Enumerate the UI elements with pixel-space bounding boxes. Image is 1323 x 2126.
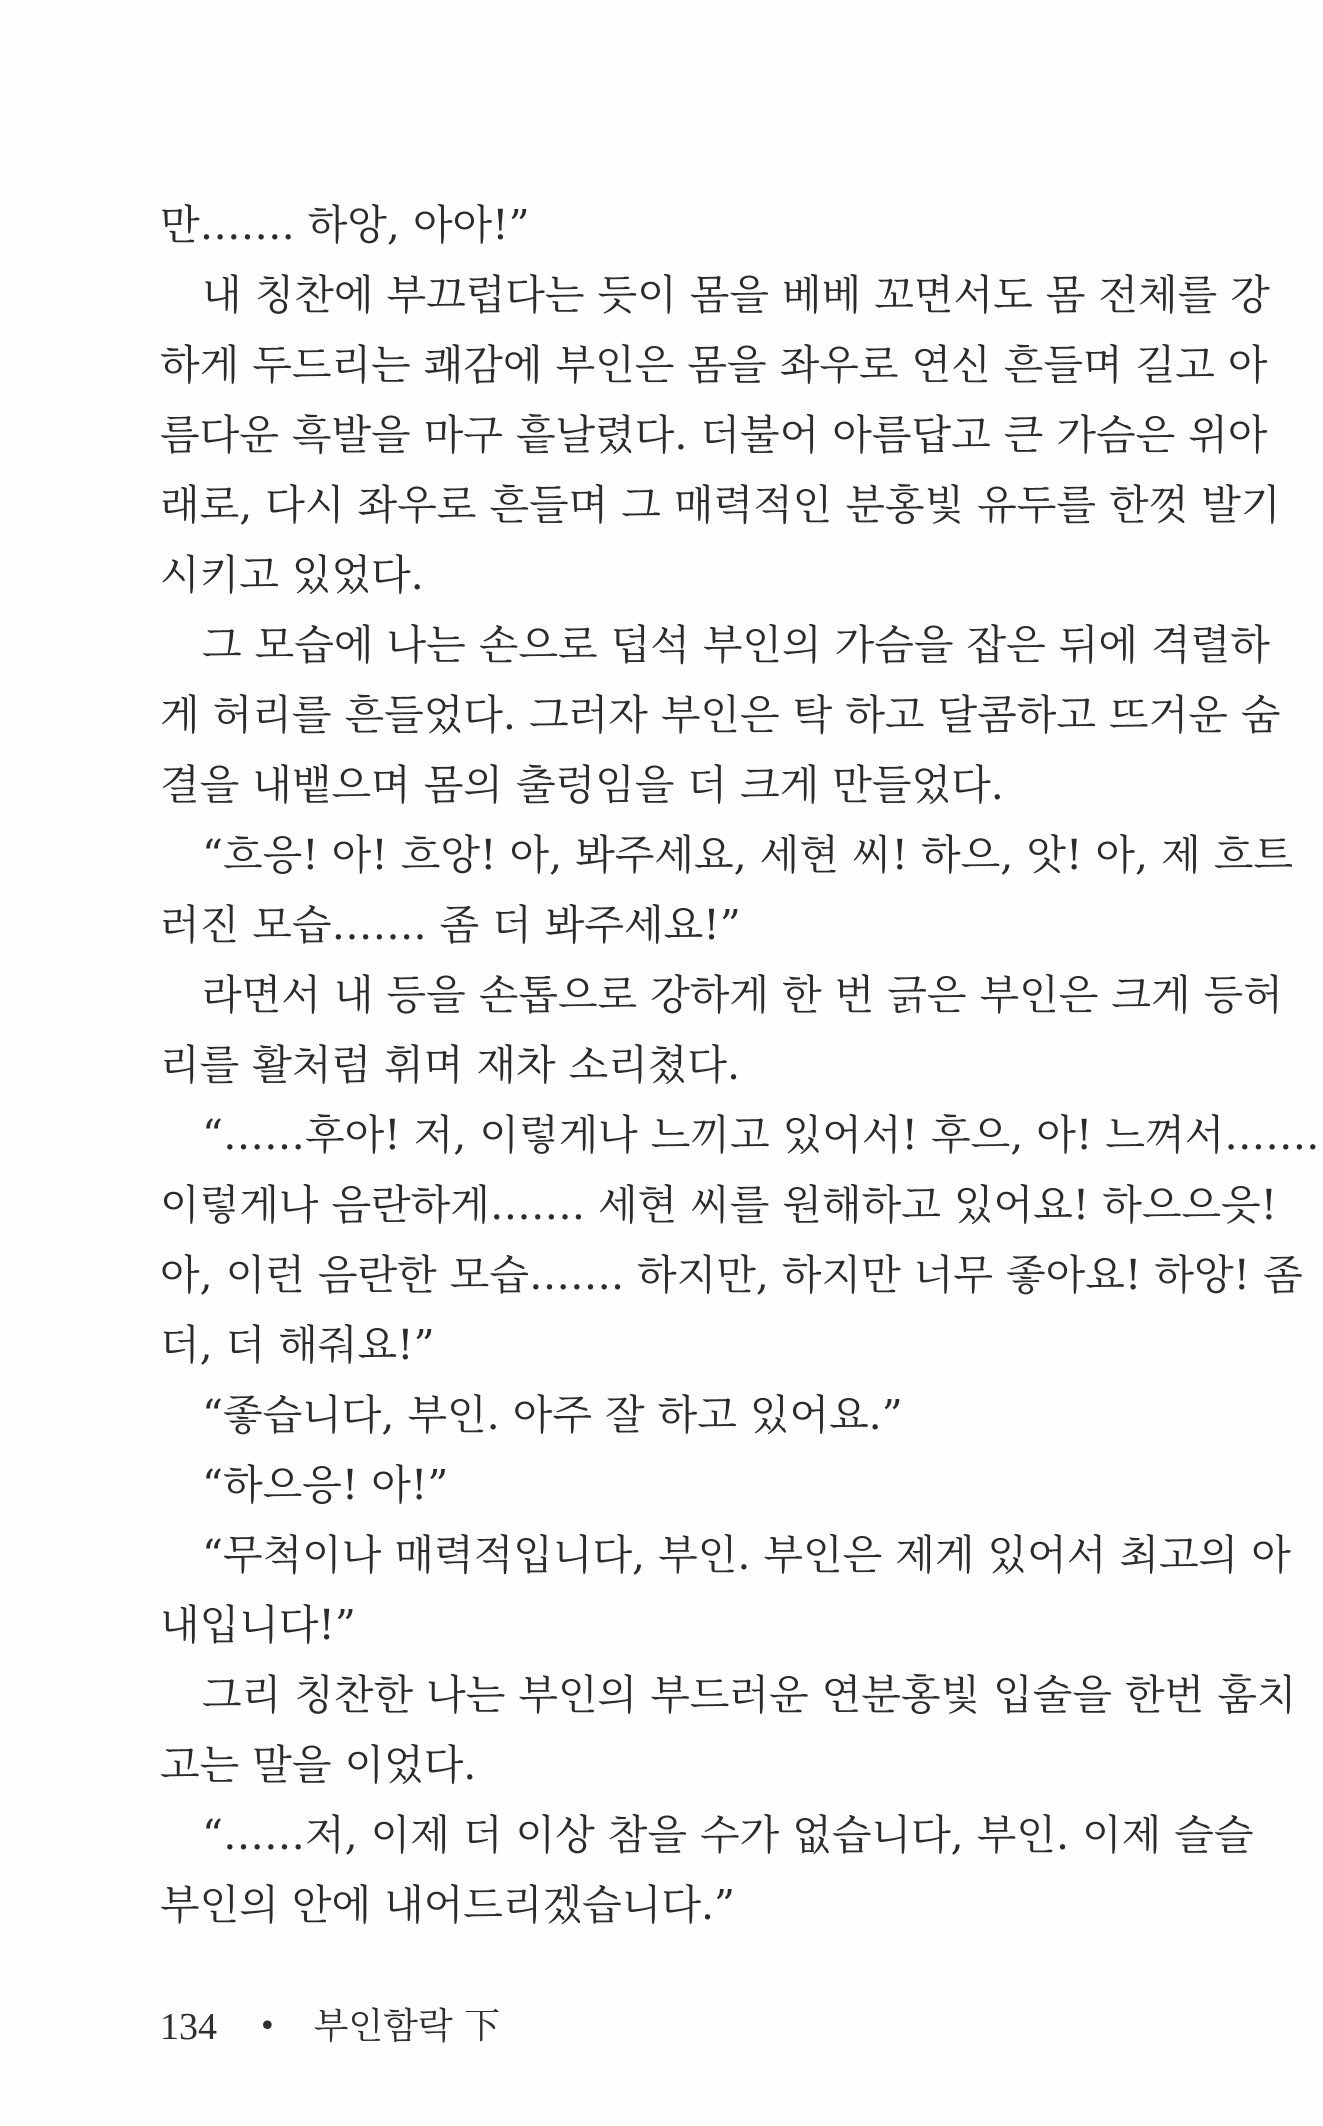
text-line: 그리 칭찬한 나는 부인의 부드러운 연분홍빛 입술을 한번 훔치 <box>202 1671 1297 1719</box>
text-line: “무척이나 매력적입니다, 부인. 부인은 제게 있어서 최고의 아 <box>202 1531 1291 1579</box>
text-line: “좋습니다, 부인. 아주 잘 하고 있어요.” <box>202 1391 903 1439</box>
text-line: 더, 더 해줘요!” <box>160 1321 435 1369</box>
text-line: 결을 내뱉으며 몸의 출렁임을 더 크게 만들었다. <box>160 761 1004 809</box>
text-line: 러진 모습……. 좀 더 봐주세요!” <box>160 901 741 949</box>
text-line: 게 허리를 흔들었다. 그러자 부인은 탁 하고 달콤하고 뜨거운 숨 <box>160 691 1281 739</box>
text-line: 름다운 흑발을 마구 흩날렸다. 더불어 아름답고 큰 가슴은 위아 <box>160 411 1268 459</box>
text-line: 하게 두드리는 쾌감에 부인은 몸을 좌우로 연신 흔들며 길고 아 <box>160 341 1268 389</box>
text-line: 내입니다!” <box>160 1601 356 1649</box>
text-line: 내 칭찬에 부끄럽다는 듯이 몸을 베베 꼬면서도 몸 전체를 강 <box>202 271 1270 319</box>
text-line: 그 모습에 나는 손으로 덥석 부인의 가슴을 잡은 뒤에 격렬하 <box>202 621 1270 669</box>
text-line: 부인의 안에 내어드리겠습니다.” <box>160 1881 735 1929</box>
text-line: 리를 활처럼 휘며 재차 소리쳤다. <box>160 1041 741 1089</box>
text-line: “……후아! 저, 이렇게나 느끼고 있어서! 후으, 아! 느껴서……. <box>202 1111 1320 1159</box>
text-line: 아, 이런 음란한 모습……. 하지만, 하지만 너무 좋아요! 하앙! 좀 <box>160 1251 1303 1299</box>
page-number: 134 <box>160 2006 217 2048</box>
body-text <box>160 190 1320 1940</box>
text-line: 래로, 다시 좌우로 흔들며 그 매력적인 분홍빛 유두를 한껏 발기 <box>160 481 1281 529</box>
text-line: 이렇게나 음란하게……. 세현 씨를 원해하고 있어요! 하으으읏! <box>160 1181 1278 1229</box>
text-line: 시키고 있었다. <box>160 551 424 599</box>
text-line: “……저, 이제 더 이상 참을 수가 없습니다, 부인. 이제 슬슬 <box>202 1811 1254 1859</box>
page-footer <box>160 2000 500 2052</box>
text-line: 라면서 내 등을 손톱으로 강하게 한 번 긁은 부인은 크게 등허 <box>202 971 1283 1019</box>
text-line: “흐응! 아! 흐앙! 아, 봐주세요, 세현 씨! 하으, 앗! 아, 제 흐트 <box>202 831 1293 879</box>
text-line: “하으응! 아!” <box>202 1461 449 1509</box>
book-title: 부인함락 下 <box>313 2006 501 2047</box>
footer-separator: • <box>258 2009 277 2044</box>
text-line: 고는 말을 이었다. <box>160 1741 477 1789</box>
text-line: 만……. 하앙, 아아!” <box>160 201 530 249</box>
